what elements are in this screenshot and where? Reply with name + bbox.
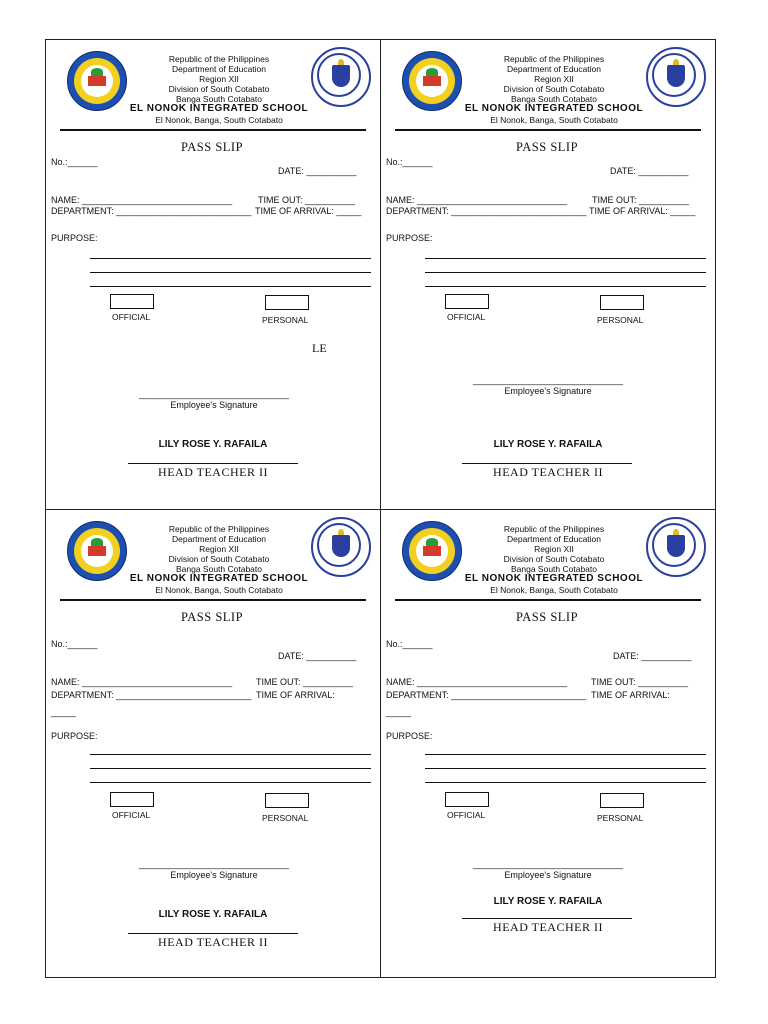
official-label: OFFICIAL <box>447 810 486 820</box>
header-division: Division of South Cotabato <box>168 554 270 564</box>
name-field[interactable]: NAME: ______________________________ <box>51 195 233 205</box>
time-out-field[interactable]: TIME OUT: __________ <box>592 195 690 205</box>
header-rule <box>395 129 701 131</box>
purpose-line[interactable] <box>90 768 371 769</box>
header-department: Department of Education <box>506 64 602 74</box>
date-field[interactable]: DATE: __________ <box>610 166 689 176</box>
school-name: EL NONOK INTEGRATED SCHOOL <box>129 573 309 584</box>
purpose-label: PURPOSE: <box>51 731 98 741</box>
deped-seal-icon <box>646 47 706 107</box>
arrival-continuation[interactable]: _____ <box>386 707 412 717</box>
signatory-name: LILY ROSE Y. RAFAILA <box>158 439 268 450</box>
deped-seal-icon <box>311 47 371 107</box>
department-field[interactable]: DEPARTMENT: ___________________________ <box>386 690 587 700</box>
signatory-rule <box>462 918 632 919</box>
school-name: EL NONOK INTEGRATED SCHOOL <box>464 103 644 114</box>
header-town: Banga South Cotabato <box>510 564 597 574</box>
official-checkbox[interactable] <box>110 792 154 807</box>
arrival-field[interactable]: TIME OF ARRIVAL: <box>256 690 335 700</box>
time-out-field[interactable]: TIME OUT: __________ <box>591 677 689 687</box>
signature-line[interactable]: ______________________________ <box>472 375 624 385</box>
header-department: Department of Education <box>506 534 602 544</box>
header-rule <box>60 599 366 601</box>
official-checkbox[interactable] <box>445 294 489 309</box>
signatory-rule <box>128 933 298 934</box>
signatory-position: HEAD TEACHER II <box>158 465 268 479</box>
pass-slip-top-left <box>45 39 379 508</box>
header-region: Region XII <box>534 74 574 84</box>
header-rule <box>395 599 701 601</box>
name-field[interactable]: NAME: ______________________________ <box>51 677 233 687</box>
signatory-rule <box>128 463 298 464</box>
school-address: El Nonok, Banga, South Cotabato <box>155 585 283 595</box>
signature-line[interactable]: ______________________________ <box>138 859 290 869</box>
header-town: Banga South Cotabato <box>510 94 597 104</box>
school-seal-icon <box>402 51 462 111</box>
arrival-continuation[interactable]: _____ <box>51 707 77 717</box>
handwritten-note: LE <box>312 341 327 355</box>
personal-label: PERSONAL <box>597 813 644 823</box>
personal-checkbox[interactable] <box>265 793 309 808</box>
deped-seal-icon <box>311 517 371 577</box>
official-label: OFFICIAL <box>112 810 151 820</box>
purpose-line[interactable] <box>90 272 371 273</box>
purpose-line[interactable] <box>425 754 706 755</box>
date-field[interactable]: DATE: __________ <box>278 166 357 176</box>
purpose-line[interactable] <box>90 258 371 259</box>
header-town: Banga South Cotabato <box>175 94 262 104</box>
header-rule <box>60 129 366 131</box>
official-checkbox[interactable] <box>445 792 489 807</box>
school-address: El Nonok, Banga, South Cotabato <box>155 115 283 125</box>
personal-label: PERSONAL <box>262 315 309 325</box>
purpose-line[interactable] <box>90 754 371 755</box>
header-division: Division of South Cotabato <box>503 84 605 94</box>
header-republic: Republic of the Philippines <box>168 524 270 534</box>
personal-label: PERSONAL <box>262 813 309 823</box>
name-field[interactable]: NAME: ______________________________ <box>386 195 568 205</box>
purpose-label: PURPOSE: <box>386 731 433 741</box>
department-field[interactable]: DEPARTMENT: ___________________________ <box>51 690 252 700</box>
header-region: Region XII <box>199 544 239 554</box>
header-republic: Republic of the Philippines <box>168 54 270 64</box>
header-department: Department of Education <box>171 64 267 74</box>
no-field[interactable]: No.:______ <box>386 157 433 167</box>
personal-checkbox[interactable] <box>600 295 644 310</box>
personal-checkbox[interactable] <box>600 793 644 808</box>
signatory-position: HEAD TEACHER II <box>493 465 603 479</box>
school-name: EL NONOK INTEGRATED SCHOOL <box>464 573 644 584</box>
arrival-field[interactable]: TIME OF ARRIVAL: <box>591 690 670 700</box>
header-republic: Republic of the Philippines <box>503 54 605 64</box>
signature-label: Employee's Signature <box>170 870 258 880</box>
pass-slip-top-right <box>380 39 714 508</box>
purpose-line[interactable] <box>425 286 706 287</box>
signature-label: Employee's Signature <box>170 400 258 410</box>
school-seal-icon <box>402 521 462 581</box>
header-region: Region XII <box>199 74 239 84</box>
school-seal-icon <box>67 521 127 581</box>
signatory-position: HEAD TEACHER II <box>493 920 603 934</box>
purpose-line[interactable] <box>425 272 706 273</box>
purpose-line[interactable] <box>425 258 706 259</box>
signature-label: Employee's Signature <box>504 386 592 396</box>
header-division: Division of South Cotabato <box>168 84 270 94</box>
header-region: Region XII <box>534 544 574 554</box>
no-field[interactable]: No.:______ <box>386 639 433 649</box>
official-checkbox[interactable] <box>110 294 154 309</box>
purpose-line[interactable] <box>90 286 371 287</box>
header-department: Department of Education <box>171 534 267 544</box>
header-division: Division of South Cotabato <box>503 554 605 564</box>
school-address: El Nonok, Banga, South Cotabato <box>490 585 618 595</box>
purpose-label: PURPOSE: <box>51 233 98 243</box>
signatory-name: LILY ROSE Y. RAFAILA <box>493 439 603 450</box>
signatory-name: LILY ROSE Y. RAFAILA <box>493 896 603 907</box>
time-out-field[interactable]: TIME OUT: __________ <box>256 677 354 687</box>
purpose-label: PURPOSE: <box>386 233 433 243</box>
department-field[interactable]: DEPARTMENT: ___________________________ <box>51 206 252 216</box>
date-field[interactable]: DATE: __________ <box>278 651 357 661</box>
signatory-name: LILY ROSE Y. RAFAILA <box>158 909 268 920</box>
official-label: OFFICIAL <box>112 312 151 322</box>
time-out-field[interactable]: TIME OUT: __________ <box>258 195 356 205</box>
signature-line[interactable]: ______________________________ <box>472 859 624 869</box>
purpose-line[interactable] <box>425 768 706 769</box>
school-seal-icon <box>67 51 127 111</box>
personal-checkbox[interactable] <box>265 295 309 310</box>
purpose-line[interactable] <box>90 782 371 783</box>
school-address: El Nonok, Banga, South Cotabato <box>490 115 618 125</box>
arrival-field[interactable]: TIME OF ARRIVAL: _____ <box>255 206 362 216</box>
slip-title: PASS SLIP <box>180 140 244 154</box>
deped-seal-icon <box>646 517 706 577</box>
pass-slip-bottom-left <box>45 509 379 978</box>
no-field[interactable]: No.:______ <box>51 157 98 167</box>
no-field[interactable]: No.:______ <box>51 639 98 649</box>
signature-label: Employee's Signature <box>504 870 592 880</box>
school-name: EL NONOK INTEGRATED SCHOOL <box>129 103 309 114</box>
pass-slip-bottom-right <box>380 509 714 978</box>
purpose-line[interactable] <box>425 782 706 783</box>
slip-title: PASS SLIP <box>180 610 244 624</box>
signature-line[interactable]: ______________________________ <box>138 389 290 399</box>
slip-title: PASS SLIP <box>515 140 579 154</box>
header-town: Banga South Cotabato <box>175 564 262 574</box>
name-field[interactable]: NAME: ______________________________ <box>386 677 568 687</box>
slip-title: PASS SLIP <box>515 610 579 624</box>
official-label: OFFICIAL <box>447 312 486 322</box>
arrival-field[interactable]: TIME OF ARRIVAL: _____ <box>589 206 696 216</box>
personal-label: PERSONAL <box>597 315 644 325</box>
header-republic: Republic of the Philippines <box>503 524 605 534</box>
date-field[interactable]: DATE: __________ <box>613 651 692 661</box>
signatory-rule <box>462 463 632 464</box>
signatory-position: HEAD TEACHER II <box>158 935 268 949</box>
department-field[interactable]: DEPARTMENT: ___________________________ <box>386 206 587 216</box>
